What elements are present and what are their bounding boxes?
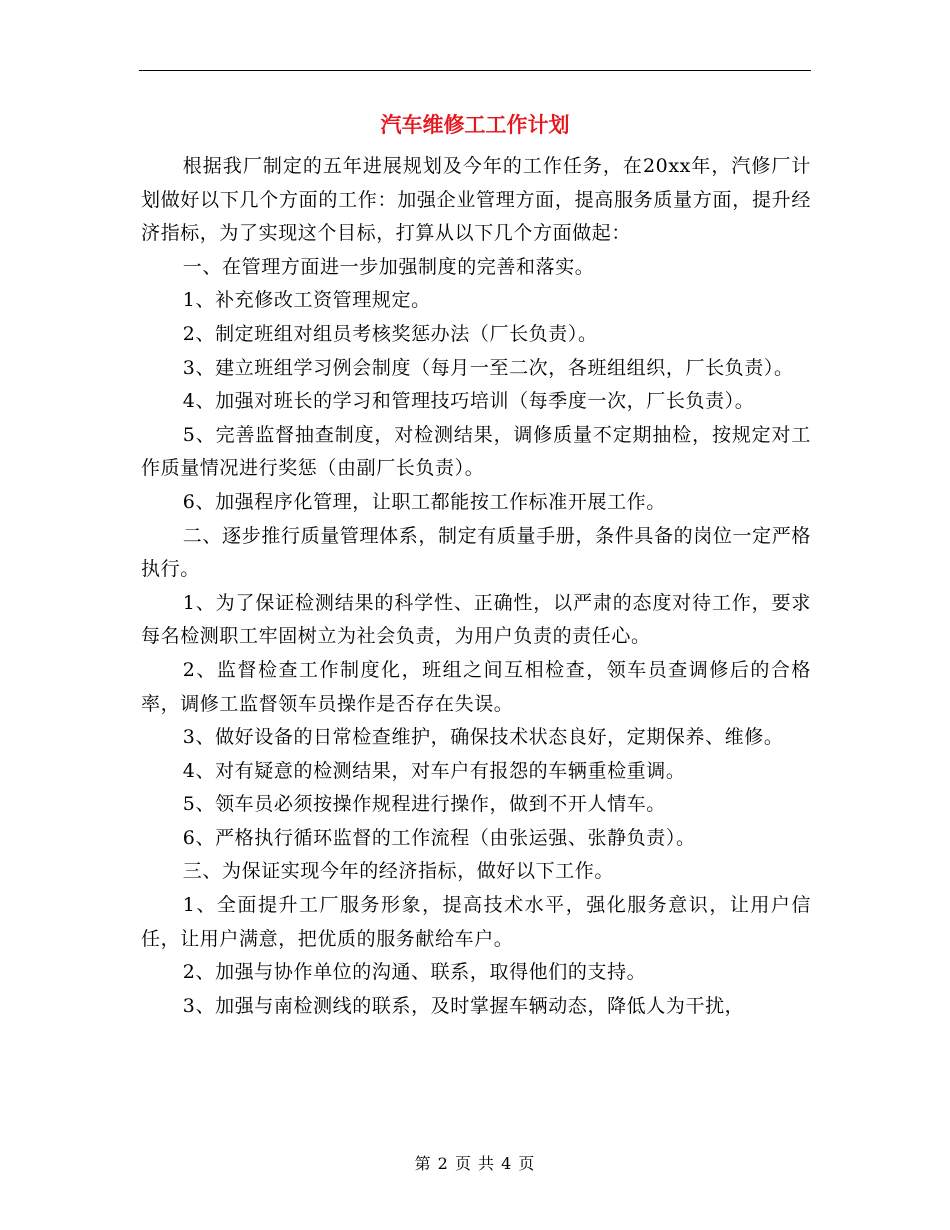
paragraph-item: 2、监督检查工作制度化，班组之间互相检查，领车员查调修后的合格率，调修工监督领车员操作是否存在失误。 xyxy=(141,658,811,715)
paragraph-item: 2、加强与协作单位的沟通、联系，取得他们的支持。 xyxy=(182,961,647,984)
document-body xyxy=(141,150,811,1023)
paragraph-item: 6、加强程序化管理，让职工都能按工作标准开展工作。 xyxy=(182,490,666,513)
paragraph-item: 1、为了保证检测结果的科学性、正确性，以严肃的态度对待工作，要求每名检测职工牢固树立为社会负责，为用户负责的责任心。 xyxy=(141,591,811,648)
paragraph-item: 1、补充修改工资管理规定。 xyxy=(182,289,431,312)
paragraph-section-2-heading: 二、逐步推行质量管理体系，制定有质量手册，条件具备的岗位一定严格执行。 xyxy=(141,524,811,581)
header-rule xyxy=(139,70,811,71)
page-number-footer: 第 2 页 共 4 页 xyxy=(414,1154,536,1173)
paragraph-item: 1、全面提升工厂服务形象，提高技术水平，强化服务意识，让用户信任，让用户满意，把优质的服务献给车户。 xyxy=(141,894,811,950)
paragraph-item: 5、领车员必须按操作规程进行操作，做到不开人情车。 xyxy=(182,793,666,816)
paragraph-item: 4、加强对班长的学习和管理技巧培训（每季度一次，厂长负责）。 xyxy=(182,390,755,413)
paragraph-item: 4、对有疑意的检测结果，对车户有报怨的车辆重检重调。 xyxy=(182,759,686,782)
paragraph-item: 3、做好设备的日常检查维护，确保技术状态良好，定期保养、维修。 xyxy=(182,726,784,749)
paragraph-item: 5、完善监督抽查制度，对检测结果，调修质量不定期抽检，按规定对工作质量情况进行奖惩（由副厂长负责）。 xyxy=(141,423,811,480)
paragraph-item: 3、建立班组学习例会制度（每月一至二次，各班组组织，厂长负责）。 xyxy=(182,356,794,379)
paragraph-item: 3、加强与南检测线的联系，及时掌握车辆动态，降低人为干扰， xyxy=(182,994,745,1017)
paragraph-section-3-heading: 三、为保证实现今年的经济指标，做好以下工作。 xyxy=(182,860,614,883)
paragraph-item: 6、严格执行循环监督的工作流程（由张运强、张静负责）。 xyxy=(182,826,696,849)
paragraph-section-1-heading: 一、在管理方面进一步加强制度的完善和落实。 xyxy=(182,255,595,278)
paragraph-item: 2、制定班组对组员考核奖惩办法（厂长负责）。 xyxy=(182,322,598,345)
paragraph-intro: 根据我厂制定的五年进展规划及今年的工作任务，在20xx年，汽修厂计划做好以下几个方面的工作：加强企业管理方面，提高服务质量方面，提升经济指标，为了实现这个目标，打算从以下几个方面做起： xyxy=(141,155,811,245)
document-title: 汽车维修工工作计划 xyxy=(380,112,570,137)
